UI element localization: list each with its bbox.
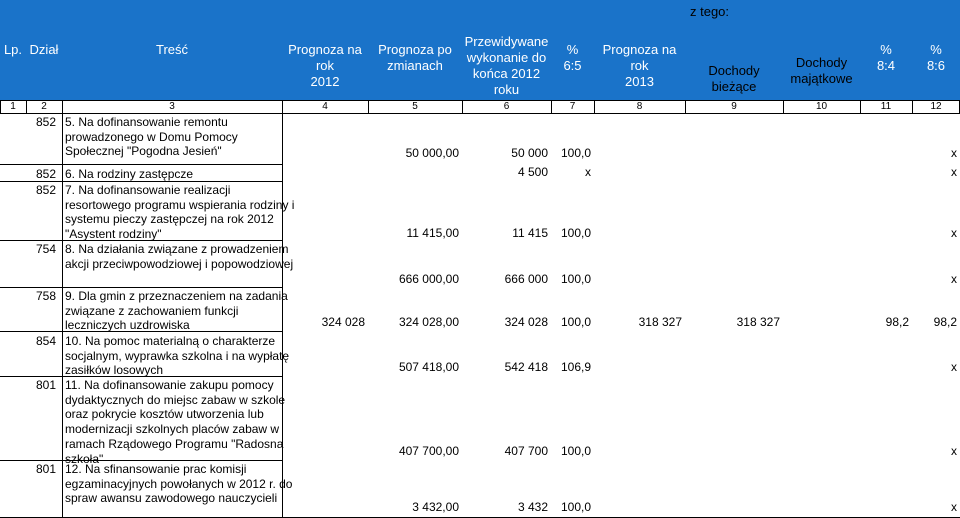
header-c12: % 8:6 [926, 42, 946, 73]
row-value-c7: 106,9 [560, 360, 591, 374]
grid-line [282, 100, 283, 113]
header-c4: Prognoza na rok 2012 [288, 42, 362, 89]
row-description-line: spraw awansu zawodowego nauczycieli [65, 491, 278, 506]
row-value-c12: x [951, 500, 957, 514]
column-number: 7 [569, 101, 576, 112]
row-description-line: 11. Na dofinansowanie zakupu pomocy [65, 378, 274, 392]
row-value-c5: 666 000,00 [398, 272, 459, 286]
row-value-c12: x [951, 360, 957, 374]
row-value-c7: 100,0 [560, 146, 591, 160]
grid-line [594, 100, 595, 113]
row-value-c6: 407 700 [504, 444, 548, 458]
row-value-c5: 3 432,00 [412, 500, 459, 514]
grid-line [0, 376, 62, 377]
row-value-c7: 100,0 [560, 315, 591, 329]
row-value-c5: 11 415,00 [406, 226, 459, 240]
column-number: 11 [880, 101, 892, 112]
row-value-c6: 324 028 [504, 315, 548, 329]
row-description-line: 6. Na rodziny zastępcze [65, 167, 194, 181]
row-value-c5: 50 000,00 [405, 146, 459, 160]
grid-line [0, 164, 62, 165]
column-number: 6 [503, 101, 510, 112]
grid-line [0, 287, 62, 288]
row-description-line: oraz pokrycie kosztów utworzenia lub [65, 407, 264, 422]
row-description-line: 5. Na dofinansowanie remontu [65, 115, 228, 129]
row-dzial: 852 [36, 183, 57, 197]
header-dzial: Dział [29, 42, 59, 57]
row-value-c11: 98,2 [885, 315, 909, 329]
column-number: 2 [41, 101, 47, 112]
grid-line [551, 100, 552, 113]
header-c6: Przewidywane wykonanie do końca 2012 roku [464, 34, 549, 97]
row-description-line: egzaminacyjnych powołanych w 2012 r. do [65, 476, 293, 491]
row-value-c7: 100,0 [560, 272, 591, 286]
grid-line [62, 113, 63, 518]
column-number: 9 [731, 101, 737, 112]
grid-line [462, 100, 463, 113]
header-c8: Prognoza na rok 2013 [602, 42, 677, 89]
grid-line [0, 100, 1, 113]
row-value-c7: 100,0 [560, 226, 591, 240]
row-description-line: prowadzonego w Domu Pomocy [65, 129, 238, 144]
grid-line [685, 100, 686, 113]
header-c7: % 6:5 [563, 42, 582, 73]
row-value-c12: x [951, 226, 957, 240]
row-value-c8: 318 327 [638, 315, 682, 329]
row-description-line: ramach Rządowego Programu "Radosna [65, 436, 284, 451]
row-value-c12: x [951, 165, 957, 179]
row-description-line: resortowego programu wspierania rodziny i [65, 197, 295, 212]
grid-line [0, 113, 960, 114]
row-value-c9: 318 327 [736, 315, 780, 329]
header-c5: Prognoza po zmianach [378, 42, 452, 73]
row-value-c6: 542 418 [504, 360, 548, 374]
row-value-c5: 507 418,00 [398, 360, 459, 374]
row-dzial: 801 [36, 462, 57, 476]
row-description-line: modernizacji szkolnych placów zabaw w [65, 422, 280, 437]
row-description-line: 9. Dla gmin z przeznaczeniem na zadania [65, 289, 288, 303]
row-dzial: 854 [36, 334, 57, 348]
row-description-line: związane z zachowaniem funkcji [65, 303, 239, 318]
header-c11: % 8:4 [876, 42, 896, 73]
column-number: 5 [412, 101, 418, 112]
row-description-line: 7. Na dofinansowanie realizacji [65, 183, 231, 197]
header-c9: Dochody bieżące [708, 63, 760, 94]
row-description-line: akcji przeciwpowodziowej i popowodziowej [65, 256, 294, 271]
row-description-line: dydaktycznych do miejsc zabaw w szkole [65, 392, 286, 407]
grid-line [0, 460, 62, 461]
row-dzial: 801 [36, 378, 57, 392]
column-number: 4 [322, 101, 328, 112]
row-description-line: socjalnym, wyprawka szkolna i na wypłatę [65, 348, 290, 363]
grid-line [62, 287, 282, 288]
grid-line [860, 100, 861, 113]
header-c10: Dochody majątkowe [790, 55, 853, 86]
row-value-c6: 3 432 [517, 500, 548, 514]
row-description-line: systemu pieczy zastępczej na rok 2012 [65, 212, 274, 227]
row-description-line: Społecznej "Pogodna Jesień" [65, 144, 222, 159]
grid-line [26, 100, 27, 113]
row-value-c12: x [951, 146, 957, 160]
row-description-line: zasiłków losowych [65, 363, 164, 378]
row-value-c6: 4 500 [517, 165, 548, 179]
column-number: 8 [636, 101, 643, 112]
row-value-c12: 98,2 [933, 315, 957, 329]
grid-line [368, 100, 369, 113]
column-number: 10 [815, 101, 828, 112]
grid-line [62, 100, 63, 113]
column-number: 3 [169, 101, 175, 112]
row-description-line: szkoła" [65, 451, 104, 466]
grid-line [62, 164, 282, 165]
row-value-c7: x [585, 165, 591, 179]
header-lp: Lp. [3, 42, 23, 57]
grid-line [0, 331, 62, 332]
row-description-line: leczniczych uzdrowiska [65, 318, 190, 333]
column-number: 1 [10, 101, 16, 112]
grid-line [0, 100, 960, 101]
row-description-line: 10. Na pomoc materialną o charakterze [65, 334, 276, 348]
row-value-c6: 50 000 [511, 146, 548, 160]
row-description-line: 8. Na działania związane z prowadzeniem [65, 242, 289, 256]
header-z-tego: z tego: [690, 4, 730, 19]
grid-line [783, 100, 784, 113]
row-dzial: 852 [36, 167, 57, 181]
row-value-c4: 324 028 [321, 315, 365, 329]
row-value-c5: 407 700,00 [398, 444, 459, 458]
row-description-line: "Asystent rodziny" [65, 227, 162, 242]
row-dzial: 758 [36, 289, 57, 303]
row-value-c6: 666 000 [504, 272, 548, 286]
row-description-line: 12. Na sfinansowanie prac komisji [65, 462, 247, 476]
row-value-c12: x [951, 444, 957, 458]
grid-line [0, 240, 62, 241]
row-value-c5: 324 028,00 [398, 315, 459, 329]
row-value-c7: 100,0 [560, 444, 591, 458]
grid-line [912, 100, 913, 113]
row-value-c12: x [951, 272, 957, 286]
column-number: 12 [930, 101, 942, 112]
row-dzial: 852 [36, 115, 57, 129]
row-value-c7: 100,0 [560, 500, 591, 514]
row-value-c6: 11 415 [512, 226, 548, 240]
row-dzial: 754 [36, 242, 57, 256]
header-tresc: Treść [155, 42, 189, 57]
